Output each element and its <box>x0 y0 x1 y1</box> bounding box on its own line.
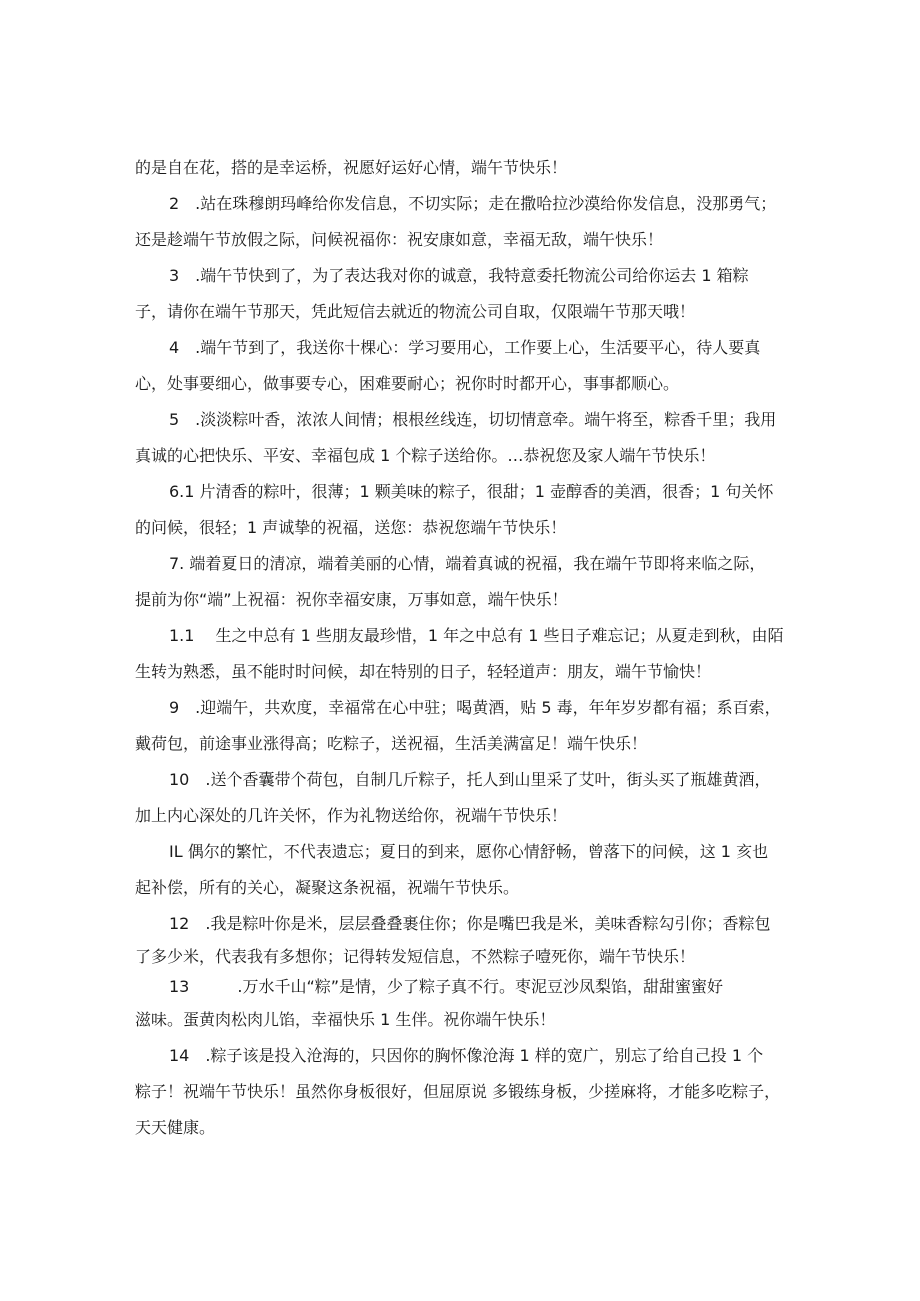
paragraph-line: 10 .送个香囊带个荷包，自制几斤粽子，托人到山里采了艾叶，街头买了瓶雄黄酒， <box>169 770 771 789</box>
paragraph-9 <box>135 690 805 762</box>
paragraph-6 <box>135 474 805 546</box>
paragraph-line: 9 .迎端午，共欢度，幸福常在心中驻；喝黄酒，贴 5 毒，年年岁岁都有福；系百索， <box>169 698 781 717</box>
paragraph-3 <box>135 258 805 330</box>
paragraph-line: 6.1 片清香的粽叶，很薄；1 颗美味的粽子，很甜；1 壶醇香的美酒，很香；1 句关怀 <box>169 482 774 501</box>
paragraph-12 <box>135 906 805 972</box>
paragraph-line: 的是自在花，搭的是幸运桥，祝愿好运好心情，端午节快乐！ <box>135 158 568 177</box>
paragraph-7 <box>135 546 805 618</box>
paragraph-line: 的问候，很轻；1 声诚挚的祝福，送您：恭祝您端午节快乐！ <box>135 518 567 537</box>
paragraph-5 <box>135 402 805 474</box>
paragraph-line: 心，处事要细心，做事要专心，困难要耐心；祝你时时都开心，事事都顺心。 <box>135 374 680 393</box>
paragraph-line: 14 .粽子该是投入沧海的，只因你的胸怀像沧海 1 样的宽广，别忘了给自己投 1 个 <box>169 1046 764 1065</box>
paragraph-line: 13 .万水千山“粽”是情，少了粽子真不行。枣泥豆沙凤梨馅，甜甜蜜蜜好 <box>169 977 724 996</box>
paragraph-line: 滋味。蛋黄肉松肉儿馅，幸福快乐 1 生伴。祝你端午快乐！ <box>135 1010 556 1029</box>
paragraph-10 <box>135 762 805 834</box>
paragraph-line: 戴荷包，前途事业涨得高；吃粽子，送祝福，生活美满富足！端午快乐！ <box>135 734 648 753</box>
paragraph-line: 3 .端午节快到了，为了表达我对你的诚意，我特意委托物流公司给你运去 1 箱粽 <box>169 266 749 285</box>
paragraph-line: 真诚的心把快乐、平安、幸福包成 1 个粽子送给你。…恭祝您及家人端午节快乐！ <box>135 446 716 465</box>
paragraph-8 <box>135 618 805 690</box>
paragraph-line: 子，请你在端午节那天，凭此短信去就近的物流公司自取，仅限端午节那天哦！ <box>135 302 696 321</box>
paragraph-line: 5 .淡淡粽叶香，浓浓人间情；根根丝线连，切切情意牵。端午将至，粽香千里；我用 <box>169 410 777 429</box>
paragraph-line: 1.1 生之中总有 1 些朋友最珍惜，1 年之中总有 1 些日子难忘记；从夏走到秋，由陌 <box>169 626 784 645</box>
paragraph-line: 提前为你“端”上祝福：祝你幸福安康，万事如意，端午快乐！ <box>135 590 568 609</box>
paragraph-13 <box>135 972 805 1038</box>
paragraph-line: 2 .站在珠穆朗玛峰给你发信息，不切实际；走在撒哈拉沙漠给你发信息，没那勇气； <box>169 194 777 213</box>
paragraph-line: 7. 端着夏日的清凉，端着美丽的心情，端着真诚的祝福，我在端午节即将来临之际， <box>169 554 766 573</box>
paragraph-1 <box>135 150 805 186</box>
paragraph-line: 生转为熟悉，虽不能时时问候，却在特别的日子，轻轻道声：朋友，端午节愉快！ <box>135 662 712 681</box>
paragraph-line: 天天健康。 <box>135 1118 216 1137</box>
paragraph-line: IL 偶尔的繁忙，不代表遗忘；夏日的到来，愿你心情舒畅，曾落下的问候，这 1 亥也 <box>169 842 769 861</box>
paragraph-line: 起补偿，所有的关心，凝聚这条祝福，祝端午节快乐。 <box>135 878 520 897</box>
paragraph-line: 了多少米，代表我有多想你；记得转发短信息，不然粽子噎死你，端午节快乐！ <box>135 947 696 966</box>
paragraph-14 <box>135 1038 805 1146</box>
paragraph-4 <box>135 330 805 402</box>
paragraph-line: 还是趁端午节放假之际，问候祝福你：祝安康如意，幸福无敌，端午快乐！ <box>135 230 664 249</box>
paragraph-line: 粽子！祝端午节快乐！虽然你身板很好，但屈原说 多锻练身板，少搓麻将，才能多吃粽子， <box>135 1082 781 1101</box>
document-body <box>135 150 805 1146</box>
paragraph-line: 12 .我是粽叶你是米，层层叠叠裹住你；你是嘴巴我是米，美味香粽勾引你；香粽包 <box>169 914 771 933</box>
paragraph-11 <box>135 834 805 906</box>
paragraph-line: 加上内心深处的几许关怀，作为礼物送给你，祝端午节快乐！ <box>135 806 568 825</box>
paragraph-2 <box>135 186 805 258</box>
paragraph-line: 4 .端午节到了，我送你十棵心：学习要用心，工作要上心，生活要平心，待人要真 <box>169 338 761 357</box>
